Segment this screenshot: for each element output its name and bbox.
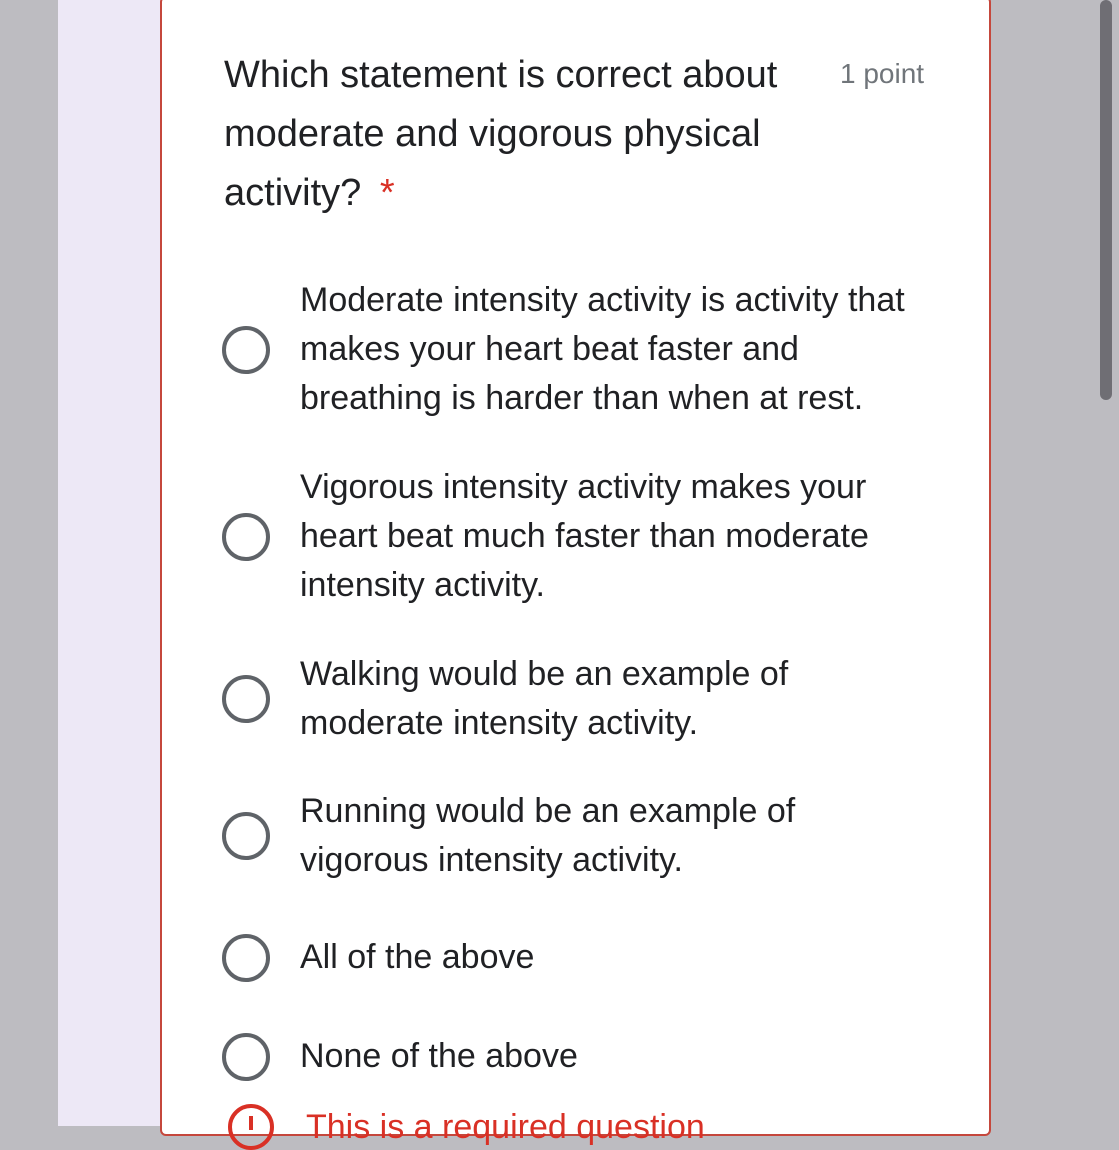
question-card xyxy=(160,0,991,1146)
answer-option-label[interactable]: None of the above xyxy=(300,1037,578,1075)
answer-option-label[interactable]: Vigorous intensity activity makes your heart beat much faster than moderate intensity activity. xyxy=(300,468,869,604)
question-header xyxy=(224,46,944,223)
radio-button[interactable] xyxy=(222,812,270,860)
question-text: Which statement is correct about moderate and vigorous physical activity? xyxy=(224,54,778,214)
answer-option[interactable] xyxy=(222,463,922,610)
answer-option[interactable] xyxy=(222,933,922,982)
scrollbar-thumb[interactable] xyxy=(1100,0,1112,400)
radio-button[interactable] xyxy=(222,326,270,374)
answer-option-label[interactable]: All of the above xyxy=(300,938,535,976)
radio-button[interactable] xyxy=(222,675,270,723)
required-error xyxy=(228,1104,705,1150)
radio-button[interactable] xyxy=(222,934,270,982)
error-message: This is a required question xyxy=(306,1108,705,1146)
error-icon xyxy=(228,1104,274,1150)
answer-option[interactable] xyxy=(222,276,922,423)
radio-button[interactable] xyxy=(222,513,270,561)
form-background xyxy=(58,0,978,1146)
answer-option-label[interactable]: Running would be an example of vigorous intensity activity. xyxy=(300,792,796,879)
answer-option[interactable] xyxy=(222,787,922,885)
answer-option-label[interactable]: Moderate intensity activity is activity that makes your heart beat faster and breathing is harder than when at rest. xyxy=(300,281,905,417)
answer-option-label[interactable]: Walking would be an example of moderate intensity activity. xyxy=(300,655,789,742)
radio-button[interactable] xyxy=(222,1033,270,1081)
question-points: 1 point xyxy=(840,58,925,89)
question-title xyxy=(224,46,829,223)
answer-option[interactable] xyxy=(222,1032,922,1081)
required-asterisk: * xyxy=(379,172,395,214)
answer-option[interactable] xyxy=(222,650,922,748)
